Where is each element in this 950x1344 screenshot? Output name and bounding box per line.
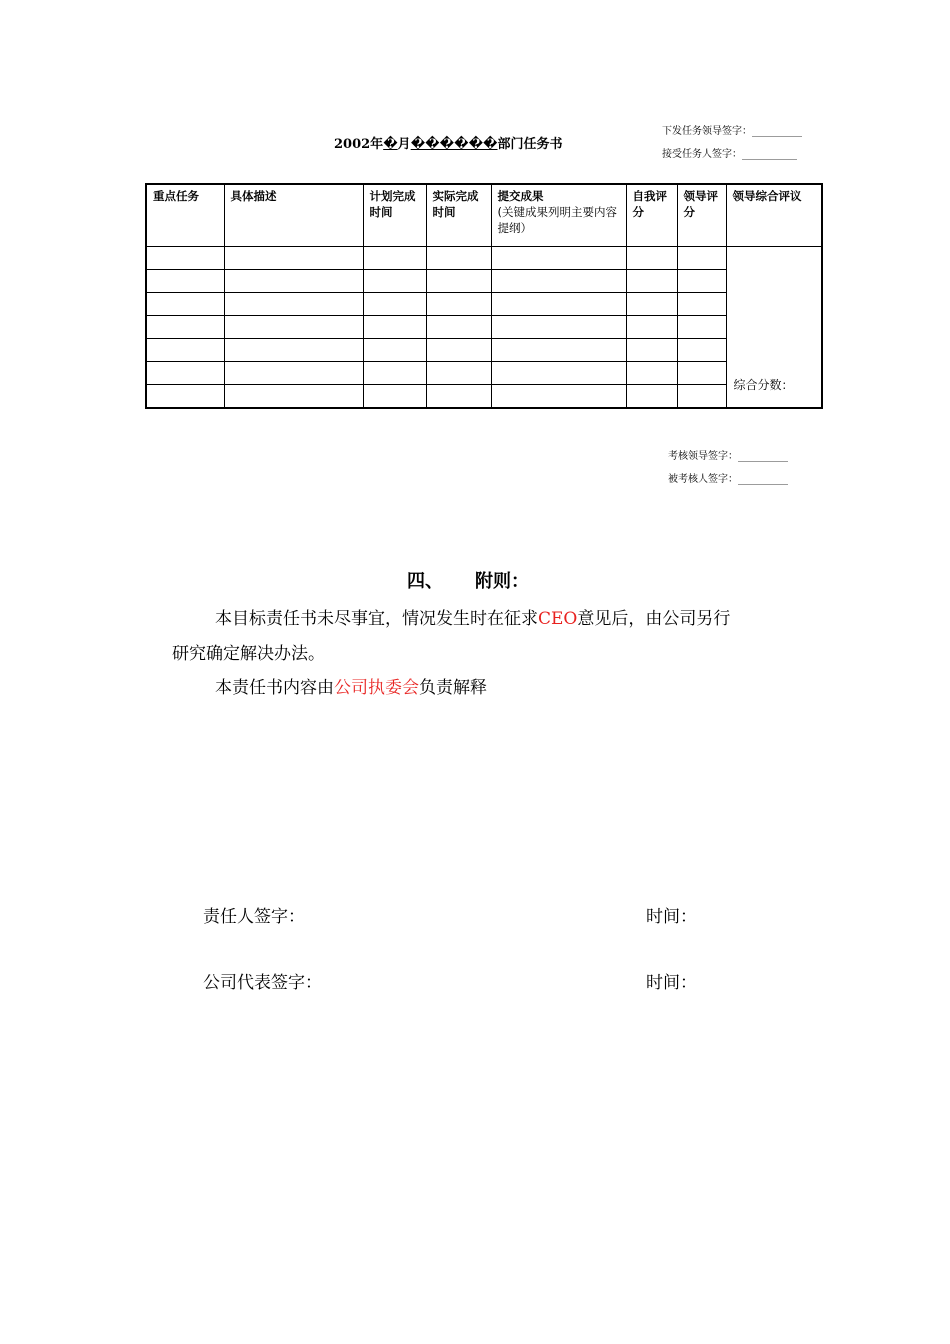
cell-planned-time[interactable]	[363, 270, 426, 293]
title-year: 2002年	[334, 137, 384, 152]
paragraph-2-text-b: 负责解释	[419, 678, 487, 698]
receiver-signature: 接受任务人签字：___________	[662, 149, 797, 160]
header-leader-score: 领导评分	[677, 184, 726, 247]
cell-leader-score[interactable]	[677, 270, 726, 293]
time-label-2: 时间：	[646, 973, 697, 993]
header-deliverable-label: 提交成果	[497, 189, 544, 203]
cell-deliverable[interactable]	[491, 339, 626, 362]
cell-description[interactable]	[224, 247, 363, 270]
cell-self-score[interactable]	[626, 339, 677, 362]
section-heading	[407, 567, 529, 593]
cell-description[interactable]	[224, 293, 363, 316]
cell-deliverable[interactable]	[491, 362, 626, 385]
cell-actual-time[interactable]	[426, 385, 491, 409]
cell-actual-time[interactable]	[426, 339, 491, 362]
cell-deliverable[interactable]	[491, 247, 626, 270]
header-description: 具体描述	[224, 184, 363, 247]
highlight-ceo: CEO	[538, 609, 578, 629]
header-leader-comment: 领导综合评议	[726, 184, 822, 247]
highlight-committee: 公司执委会	[334, 678, 419, 698]
cell-actual-time[interactable]	[426, 362, 491, 385]
cell-description[interactable]	[224, 362, 363, 385]
cell-planned-time[interactable]	[363, 339, 426, 362]
document-title	[334, 133, 563, 152]
cell-description[interactable]	[224, 270, 363, 293]
cell-actual-time[interactable]	[426, 316, 491, 339]
reviewee-signature: 被考核人签字：__________	[668, 474, 788, 485]
cell-planned-time[interactable]	[363, 362, 426, 385]
cell-key-task[interactable]	[146, 339, 224, 362]
leader-comment-cell[interactable]	[726, 247, 822, 409]
table-row	[146, 339, 822, 362]
cell-self-score[interactable]	[626, 362, 677, 385]
section-title: 附则：	[475, 571, 529, 592]
paragraph-1-line-2: 研究确定解决办法。	[172, 644, 325, 664]
total-score-label: 综合分数：	[733, 378, 794, 392]
paragraph-1-text-b: 意见后，由公司另行	[577, 609, 731, 629]
cell-actual-time[interactable]	[426, 270, 491, 293]
cell-key-task[interactable]	[146, 270, 224, 293]
cell-self-score[interactable]	[626, 293, 677, 316]
paragraph-2-text-a: 本责任书内容由	[215, 678, 334, 698]
section-number: 四、	[407, 571, 443, 592]
title-month: 月	[397, 137, 411, 152]
table-header-row	[146, 184, 822, 247]
header-deliverable	[491, 184, 626, 247]
cell-description[interactable]	[224, 339, 363, 362]
paragraph-2	[215, 673, 487, 698]
time-label-1: 时间：	[646, 907, 697, 927]
cell-leader-score[interactable]	[677, 316, 726, 339]
title-blank-1: �	[383, 137, 398, 152]
cell-planned-time[interactable]	[363, 293, 426, 316]
cell-leader-score[interactable]	[677, 339, 726, 362]
header-key-task: 重点任务	[146, 184, 224, 247]
header-planned-time: 计划完成时间	[363, 184, 426, 247]
cell-self-score[interactable]	[626, 385, 677, 409]
cell-key-task[interactable]	[146, 362, 224, 385]
cell-leader-score[interactable]	[677, 247, 726, 270]
cell-planned-time[interactable]	[363, 385, 426, 409]
cell-description[interactable]	[224, 316, 363, 339]
cell-key-task[interactable]	[146, 293, 224, 316]
cell-planned-time[interactable]	[363, 247, 426, 270]
title-suffix: 部门任务书	[497, 137, 563, 152]
cell-deliverable[interactable]	[491, 270, 626, 293]
title-blank-2: ������	[410, 137, 498, 152]
header-actual-time: 实际完成时间	[426, 184, 491, 247]
table-row	[146, 270, 822, 293]
cell-leader-score[interactable]	[677, 362, 726, 385]
cell-leader-score[interactable]	[677, 293, 726, 316]
table-row	[146, 385, 822, 409]
company-rep-signature: 公司代表签字：	[203, 973, 322, 993]
assign-leader-signature: 下发任务领导签字：__________	[662, 126, 802, 137]
cell-actual-time[interactable]	[426, 247, 491, 270]
cell-leader-score[interactable]	[677, 385, 726, 409]
cell-deliverable[interactable]	[491, 385, 626, 409]
paragraph-1-text-a: 本目标责任书未尽事宜，情况发生时在征求	[215, 609, 538, 629]
cell-description[interactable]	[224, 385, 363, 409]
header-self-score: 自我评分	[626, 184, 677, 247]
table-row	[146, 362, 822, 385]
table-row	[146, 293, 822, 316]
cell-key-task[interactable]	[146, 316, 224, 339]
header-deliverable-note: (关键成果列明主要内容提纲）	[497, 205, 617, 235]
responsible-person-signature: 责任人签字：	[203, 907, 305, 927]
cell-planned-time[interactable]	[363, 316, 426, 339]
cell-deliverable[interactable]	[491, 316, 626, 339]
cell-key-task[interactable]	[146, 385, 224, 409]
cell-self-score[interactable]	[626, 316, 677, 339]
cell-actual-time[interactable]	[426, 293, 491, 316]
table-row	[146, 316, 822, 339]
paragraph-1-line-1	[215, 604, 730, 629]
cell-self-score[interactable]	[626, 247, 677, 270]
table-row	[146, 247, 822, 270]
task-table	[145, 183, 823, 409]
reviewer-signature: 考核领导签字：__________	[668, 451, 788, 462]
cell-self-score[interactable]	[626, 270, 677, 293]
cell-deliverable[interactable]	[491, 293, 626, 316]
cell-key-task[interactable]	[146, 247, 224, 270]
